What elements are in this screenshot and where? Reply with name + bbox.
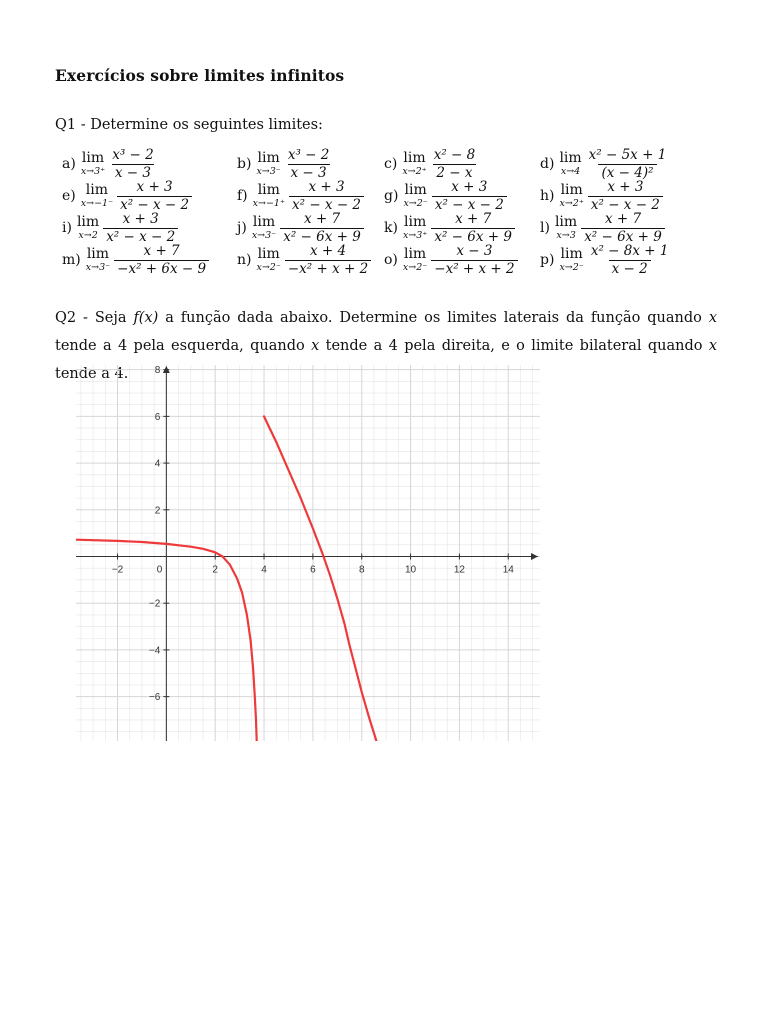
- limit-item: [237, 180, 364, 212]
- limit-item: [62, 212, 178, 244]
- denominator: 2 − x: [433, 164, 475, 180]
- lim-subscript: x→2⁻: [403, 198, 428, 210]
- fraction: [103, 212, 178, 243]
- denominator: x − 3: [288, 164, 330, 180]
- numerator: x + 3: [122, 211, 159, 228]
- limit-item: [540, 148, 669, 180]
- limit-item: [237, 212, 364, 244]
- limit-label: n): [237, 252, 252, 268]
- denominator: x² − 6x + 9: [581, 228, 665, 244]
- limit-label: h): [540, 188, 555, 204]
- limit-label: e): [62, 188, 76, 204]
- limit-item: [540, 212, 665, 244]
- numerator: x + 3: [308, 179, 345, 196]
- limit-operator: [81, 183, 113, 209]
- denominator: x² − 6x + 9: [280, 228, 364, 244]
- limit-operator: [403, 247, 427, 273]
- y-tick-label: 4: [154, 458, 161, 470]
- lim-subscript: x→−1⁺: [252, 198, 285, 210]
- denominator: −x² + x + 2: [431, 260, 517, 276]
- limit-item: [237, 244, 371, 276]
- lim-word: lim: [560, 182, 583, 199]
- limit-item: [237, 148, 332, 180]
- numerator: x + 3: [136, 179, 173, 196]
- denominator: x² − x − 2: [117, 196, 192, 212]
- numerator: x + 4: [309, 243, 347, 260]
- lim-subscript: x→3⁺: [80, 166, 106, 178]
- limit-label: i): [62, 220, 72, 236]
- limit-label: o): [384, 252, 398, 268]
- lim-subscript: x→3⁻: [251, 230, 277, 242]
- lim-word: lim: [404, 182, 427, 199]
- fraction: [280, 212, 364, 243]
- lim-subscript: x→2: [78, 230, 98, 242]
- limit-label: k): [384, 220, 398, 236]
- numerator: x² − 5x + 1: [588, 147, 667, 164]
- x-tick-label: 2: [212, 564, 218, 576]
- limit-label: d): [540, 156, 555, 172]
- x-tick-label: 0: [156, 564, 163, 576]
- numerator: x² − 8: [433, 147, 476, 164]
- page-title: Exercícios sobre limites infinitos: [55, 66, 345, 85]
- limit-operator: [86, 247, 110, 273]
- fraction: [586, 148, 670, 179]
- numerator: x + 7: [143, 243, 180, 260]
- fraction: [588, 244, 672, 275]
- numerator: x + 3: [607, 179, 644, 196]
- y-tick-label: −2: [148, 598, 161, 610]
- lim-subscript: x→2⁻: [559, 262, 584, 274]
- numerator: x³ − 2: [287, 147, 330, 164]
- limit-operator: [256, 247, 280, 273]
- x-tick-label: 4: [261, 564, 267, 576]
- limit-operator: [403, 215, 427, 241]
- denominator: −x² + 6x − 9: [114, 260, 209, 276]
- y-tick-label: −6: [148, 692, 161, 704]
- fraction: [431, 244, 517, 275]
- lim-subscript: x→3⁻: [85, 262, 111, 274]
- fraction: [588, 180, 663, 211]
- y-tick-label: −4: [148, 645, 161, 657]
- numerator: x + 7: [303, 211, 341, 228]
- y-tick-label: 8: [154, 365, 161, 377]
- lim-subscript: x→3⁺: [402, 230, 428, 242]
- limit-operator: [252, 215, 276, 241]
- x-tick-label: 10: [405, 564, 417, 576]
- numerator: x³ − 2: [112, 147, 154, 164]
- fraction: [109, 148, 157, 179]
- limit-operator: [559, 247, 583, 273]
- fraction: [431, 212, 515, 243]
- denominator: x² − x − 2: [103, 228, 178, 244]
- x-tick-label: 6: [310, 564, 316, 576]
- fraction: [285, 244, 371, 275]
- lim-subscript: x→2⁻: [256, 262, 281, 274]
- curve-right-branch: [264, 416, 376, 741]
- limit-operator: [559, 151, 581, 177]
- limit-label: c): [384, 156, 398, 172]
- limit-operator: [256, 151, 280, 177]
- limit-item: [384, 148, 478, 180]
- limit-item: [62, 244, 209, 276]
- lim-word: lim: [257, 150, 280, 167]
- limit-item: [540, 180, 663, 212]
- limit-item: [384, 244, 518, 276]
- q2-statement: Q2 - Seja f(x) a função dada abaixo. Determine os limites laterais da função quando x tende a 4 pela esquerda, quando x tende a 4 pela direita, e o limite bilateral quando x tende a 4.: [55, 310, 718, 382]
- lim-subscript: x→2⁺: [402, 166, 427, 178]
- lim-word: lim: [257, 182, 280, 199]
- limit-label: m): [62, 252, 81, 268]
- denominator: x² − x − 2: [432, 196, 507, 212]
- lim-word: lim: [554, 214, 578, 231]
- denominator: x² − x − 2: [588, 196, 663, 212]
- lim-subscript: x→3: [556, 230, 576, 242]
- limit-label: g): [384, 188, 399, 204]
- x-tick-label: −2: [111, 564, 124, 576]
- lim-subscript: x→3⁻: [256, 166, 281, 178]
- limit-item: [540, 244, 671, 276]
- lim-word: lim: [252, 214, 276, 231]
- lim-word: lim: [76, 214, 100, 231]
- function-graph: [76, 365, 540, 741]
- denominator: −x² + x + 2: [285, 260, 371, 276]
- lim-word: lim: [403, 150, 426, 167]
- limit-operator: [81, 151, 105, 177]
- y-tick-label: 6: [154, 411, 161, 423]
- lim-word: lim: [257, 246, 280, 263]
- limit-label: p): [540, 252, 555, 268]
- fraction: [114, 244, 209, 275]
- fraction: [432, 180, 507, 211]
- limit-item: [384, 212, 515, 244]
- q1-statement: Q1 - Determine os seguintes limites:: [55, 117, 323, 133]
- denominator: x² − x − 2: [289, 196, 364, 212]
- limit-operator: [402, 151, 426, 177]
- numerator: x² − 8x + 1: [590, 243, 669, 260]
- denominator: (x − 4)²: [598, 164, 656, 180]
- limit-operator: [77, 215, 99, 241]
- lim-subscript: x→4: [560, 166, 581, 178]
- fraction: [285, 148, 333, 179]
- numerator: x + 7: [455, 211, 492, 228]
- lim-word: lim: [81, 150, 105, 167]
- fraction: [289, 180, 364, 211]
- limit-label: j): [237, 220, 247, 236]
- lim-word: lim: [560, 246, 583, 263]
- limit-operator: [555, 215, 577, 241]
- limit-operator: [253, 183, 285, 209]
- limit-item: [62, 148, 157, 180]
- denominator: x − 2: [609, 260, 651, 276]
- lim-word: lim: [85, 182, 109, 199]
- limit-operator: [559, 183, 583, 209]
- fraction: [581, 212, 665, 243]
- x-axis-arrow: [531, 553, 538, 560]
- denominator: x − 3: [112, 164, 154, 180]
- lim-word: lim: [86, 246, 110, 263]
- numerator: x + 7: [604, 211, 642, 228]
- y-tick-label: 2: [154, 505, 161, 517]
- lim-word: lim: [403, 246, 427, 263]
- limit-label: f): [237, 188, 248, 204]
- limit-item: [62, 180, 192, 212]
- x-tick-label: 8: [358, 564, 365, 576]
- lim-subscript: x→−1⁻: [80, 198, 114, 210]
- limit-label: a): [62, 156, 76, 172]
- limit-item: [384, 180, 507, 212]
- limit-label: b): [237, 156, 252, 172]
- x-tick-label: 14: [502, 564, 514, 576]
- lim-word: lim: [404, 214, 427, 231]
- denominator: x² − 6x + 9: [431, 228, 515, 244]
- lim-word: lim: [559, 150, 582, 167]
- numerator: x + 3: [451, 179, 488, 196]
- limit-operator: [403, 183, 427, 209]
- fraction: [431, 148, 479, 179]
- limit-label: l): [540, 220, 550, 236]
- lim-subscript: x→2⁻: [402, 262, 428, 274]
- numerator: x − 3: [456, 243, 493, 260]
- fraction: [117, 180, 192, 211]
- lim-subscript: x→2⁺: [559, 198, 584, 210]
- x-tick-label: 12: [453, 564, 465, 576]
